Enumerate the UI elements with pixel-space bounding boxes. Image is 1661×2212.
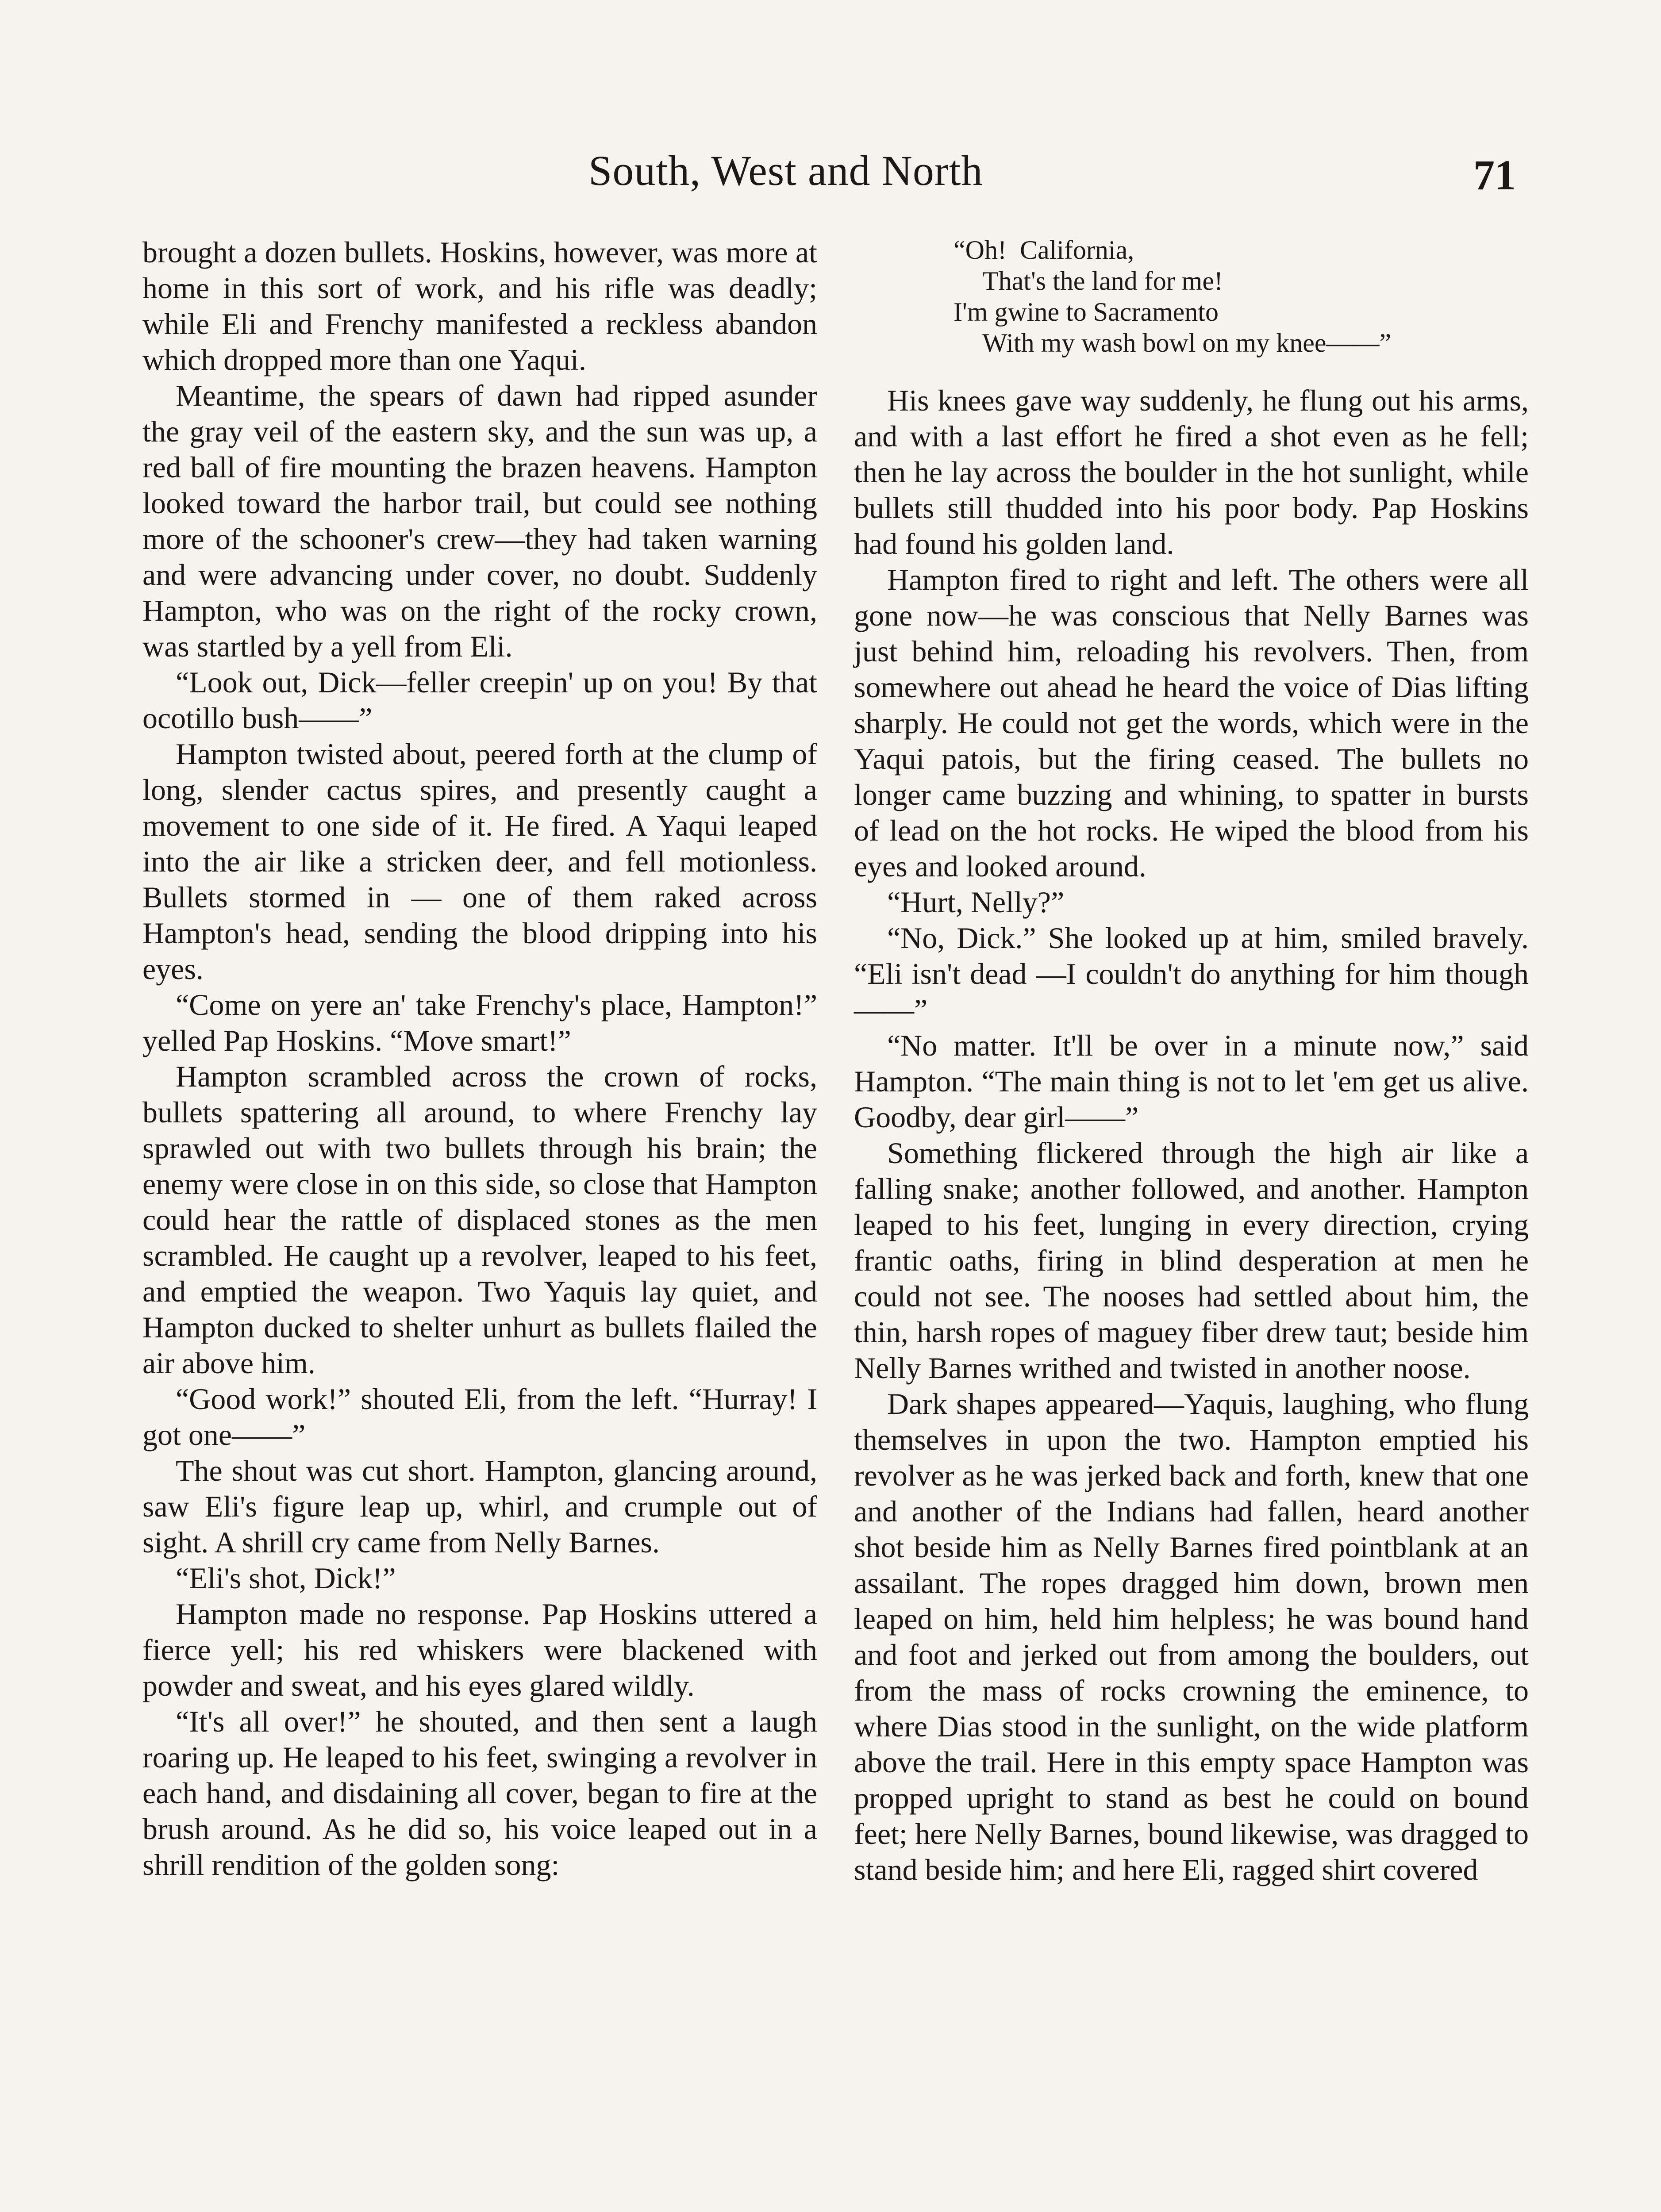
paragraph: The shout was cut short. Hampton, glancing around, saw Eli's figure leap up, whirl, and crumple out of sight. A shrill cry came from Nelly Barnes.: [142, 1454, 817, 1559]
running-title: South, West and North: [588, 147, 983, 194]
verse-line: I'm gwine to Sacramento: [954, 297, 1219, 326]
paragraph: Hampton fired to right and left. The others were all gone now—he was conscious that Nelly Barnes was just behind him, reloading his revolvers. Then, from somewhere out ahead he heard the voice of Dias lifting sharply. He could not get the words, which were in the Yaqui patois, but the firing ceased. The bullets no longer came buzzing and whining, to spatter in bursts of lead on the hot rocks. He wiped the blood from his eyes and looked around.: [854, 563, 1529, 883]
paragraph: Dark shapes appeared—Yaquis, laughing, who flung themselves in upon the two. Hampton emptied his revolver as he was jerked back and forth, knew that one and another of the Indians had fallen, heard another shot beside him as Nelly Barnes fired pointblank at an assailant. The ropes dragged him down, brown men leaped on him, held him helpless; he was bound hand and foot and jerked out from among the boulders, out from the mass of rocks crowning the eminence, to where Dias stood in the sunlight, on the wide platform above the trail. Here in this empty space Hampton was propped upright to stand as best he could on bound feet; here Nelly Barnes, bound likewise, was dragged to stand beside him; and here Eli, ragged shirt covered: [854, 1387, 1529, 1886]
paragraph: “Hurt, Nelly?”: [887, 885, 1065, 919]
song-verse: [854, 234, 1529, 358]
paragraph: Hampton scrambled across the crown of rocks, bullets spattering all around, to where Frenchy lay sprawled out with two bullets through his brain; the enemy were close in on this side, so close that Hampton could hear the rattle of displaced stones as the men scrambled. He caught up a revolver, leaped to his feet, and emptied the weapon. Two Yaquis lay quiet, and Hampton ducked to shelter unhurt as bullets flailed the air above him.: [142, 1060, 817, 1380]
paragraph: Hampton made no response. Pap Hoskins uttered a fierce yell; his red whiskers were blackened with powder and sweat, and his eyes glared wildly.: [142, 1597, 817, 1702]
paragraph: Hampton twisted about, peered forth at the clump of long, slender cactus spires, and presently caught a movement to one side of it. He fired. A Yaqui leaped into the air like a stricken deer, and fell motionless. Bullets stormed in — one of them raked across Hampton's head, sending the blood dripping into his eyes.: [142, 737, 817, 986]
paragraph: “No, Dick.” She looked up at him, smiled bravely. “Eli isn't dead —I couldn't do anything for him though——”: [854, 921, 1529, 1026]
page-header: [0, 146, 1661, 199]
paragraph: brought a dozen bullets. Hoskins, however, was more at home in this sort of work, and his rifle was deadly; while Eli and Frenchy manifested a reckless abandon which dropped more than one Yaqui.: [142, 235, 817, 376]
paragraph: “It's all over!” he shouted, and then sent a laugh roaring up. He leaped to his feet, swinging a revolver in each hand, and disdaining all cover, began to fire at the brush around. As he did so, his voice leaped out in a shrill rendition of the golden song:: [142, 1705, 817, 1882]
paragraph: Meantime, the spears of dawn had ripped asunder the gray veil of the eastern sky, and the sun was up, a red ball of fire mounting the brazen heavens. Hampton looked toward the harbor trail, but could see nothing more of the schooner's crew—they had taken warning and were advancing under cover, no doubt. Suddenly Hampton, who was on the right of the rocky crown, was startled by a yell from Eli.: [142, 379, 817, 663]
paragraph: “Look out, Dick—feller creepin' up on you! By that ocotillo bush——”: [142, 665, 817, 735]
verse-line: “Oh! California,: [954, 235, 1134, 265]
paragraph: His knees gave way suddenly, he flung out his arms, and with a last effort he fired a shot even as he fell; then he lay across the boulder in the hot sunlight, while bullets still thudded into his poor body. Pap Hoskins had found his golden land.: [854, 384, 1529, 561]
right-column: [854, 234, 1529, 1888]
verse-line: With my wash bowl on my knee——”: [982, 328, 1392, 357]
paragraph: “No matter. It'll be over in a minute now,” said Hampton. “The main thing is not to let 'em get us alive. Goodby, dear girl——”: [854, 1029, 1529, 1134]
paragraph: “Eli's shot, Dick!”: [176, 1561, 396, 1595]
verse-line: That's the land for me!: [982, 266, 1223, 296]
left-column: [142, 234, 817, 1883]
paragraph: Something flickered through the high air like a falling snake; another followed, and another. Hampton leaped to his feet, lunging in every direction, crying frantic oaths, firing in blind desperation at men he could not see. The nooses had settled about him, the thin, harsh ropes of maguey fiber drew taut; beside him Nelly Barnes writhed and twisted in another noose.: [854, 1136, 1529, 1385]
paragraph: “Good work!” shouted Eli, from the left. “Hurray! I got one——”: [142, 1382, 817, 1452]
page-number: 71: [1473, 151, 1516, 199]
paragraph: “Come on yere an' take Frenchy's place, Hampton!” yelled Pap Hoskins. “Move smart!”: [142, 988, 817, 1057]
